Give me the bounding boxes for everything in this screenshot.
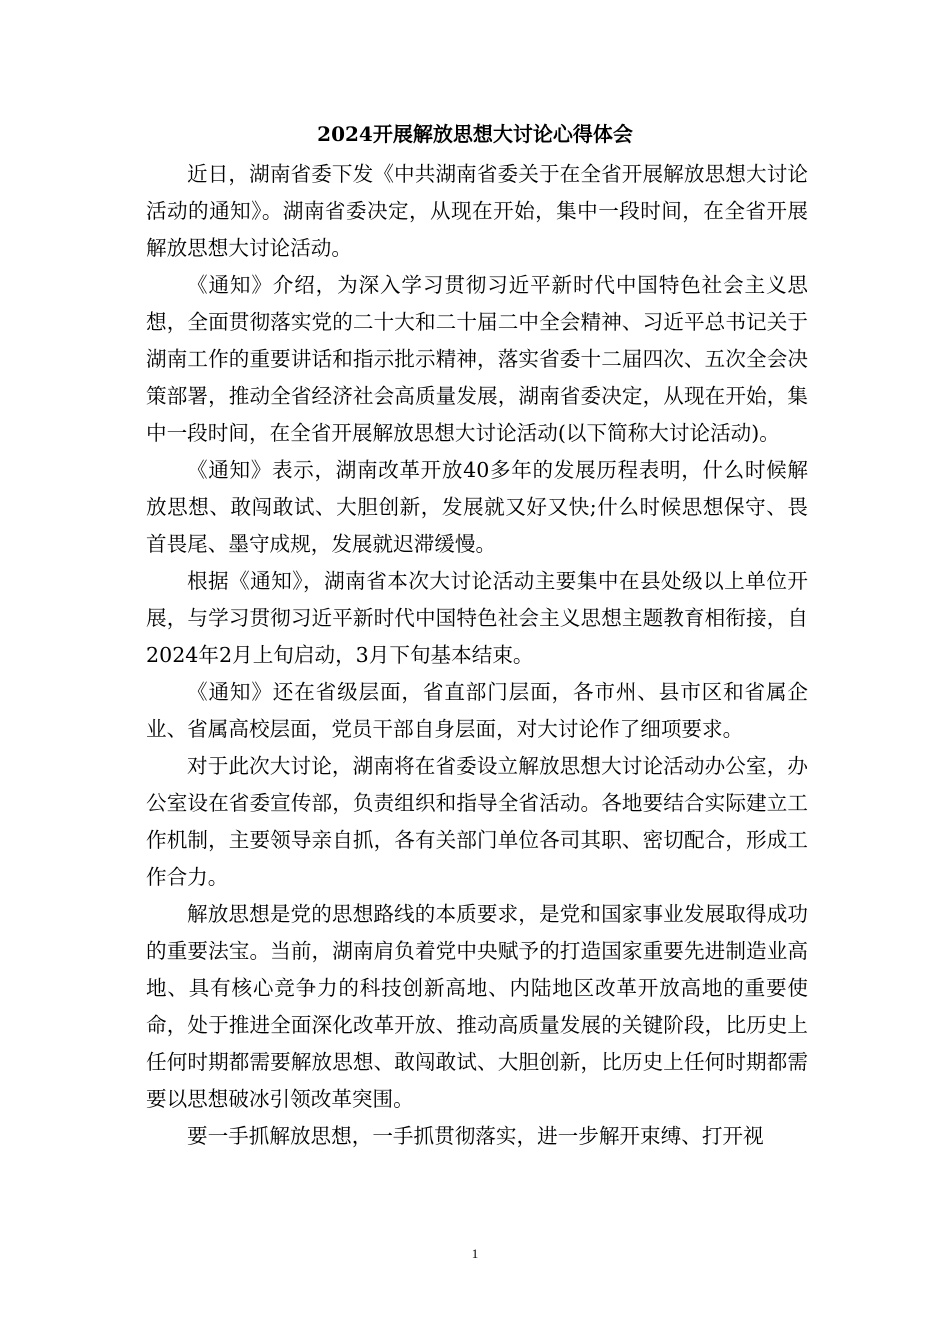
- paragraph: 要一手抓解放思想，一手抓贯彻落实，进一步解开束缚、打开视: [187, 1124, 764, 1148]
- paragraph: 对于此次大讨论，湖南将在省委设立解放思想大讨论活动办公室，办公室设在省委宣传部，负责组织和指导全省活动。各地要结合实际建立工作机制，主要领导亲自抓，各有关部门单位各司其职、密切配合，形成工作合力。: [146, 754, 808, 889]
- paragraph: 解放思想是党的思想路线的本质要求，是党和国家事业发展取得成功的重要法宝。当前，湖南肩负着党中央赋予的打造国家重要先进制造业高地、具有核心竞争力的科技创新高地、内陆地区改革开放高地的重要使命，处于推进全面深化改革开放、推动高质量发展的关键阶段，比历史上任何时期都需要解放思想、敢闯敢试、大胆创新，比历史上任何时期都需要以思想破冰引领改革突围。: [146, 902, 808, 1111]
- paragraph: 根据《通知》，湖南省本次大讨论活动主要集中在县处级以上单位开展，与学习贯彻习近平新时代中国特色社会主义思想主题教育相衔接，自2024年2月上旬启动，3月下旬基本结束。: [146, 569, 808, 667]
- paragraph: 《通知》还在省级层面，省直部门层面，各市州、县市区和省属企业、省属高校层面，党员干部自身层面，对大讨论作了细项要求。: [146, 680, 808, 741]
- document-title: 2024开展解放思想大讨论心得体会: [317, 122, 633, 146]
- page-number: 1: [471, 1246, 479, 1261]
- paragraph: 《通知》介绍，为深入学习贯彻习近平新时代中国特色社会主义思想，全面贯彻落实党的二十大和二十届二中全会精神、习近平总书记关于湖南工作的重要讲话和指示批示精神，落实省委十二届四次、五次全会决策部署，推动全省经济社会高质量发展，湖南省委决定，从现在开始，集中一段时间，在全省开展解放思想大讨论活动(以下简称大讨论活动)。: [146, 273, 808, 445]
- paragraph: 近日，湖南省委下发《中共湖南省委关于在全省开展解放思想大讨论活动的通知》。湖南省委决定，从现在开始，集中一段时间，在全省开展解放思想大讨论活动。: [146, 162, 808, 260]
- paragraph: 《通知》表示，湖南改革开放40多年的发展历程表明，什么时候解放思想、敢闯敢试、大胆创新，发展就又好又快;什么时候思想保守、畏首畏尾、墨守成规，发展就迟滞缓慢。: [146, 458, 808, 556]
- document-body: [146, 156, 808, 1155]
